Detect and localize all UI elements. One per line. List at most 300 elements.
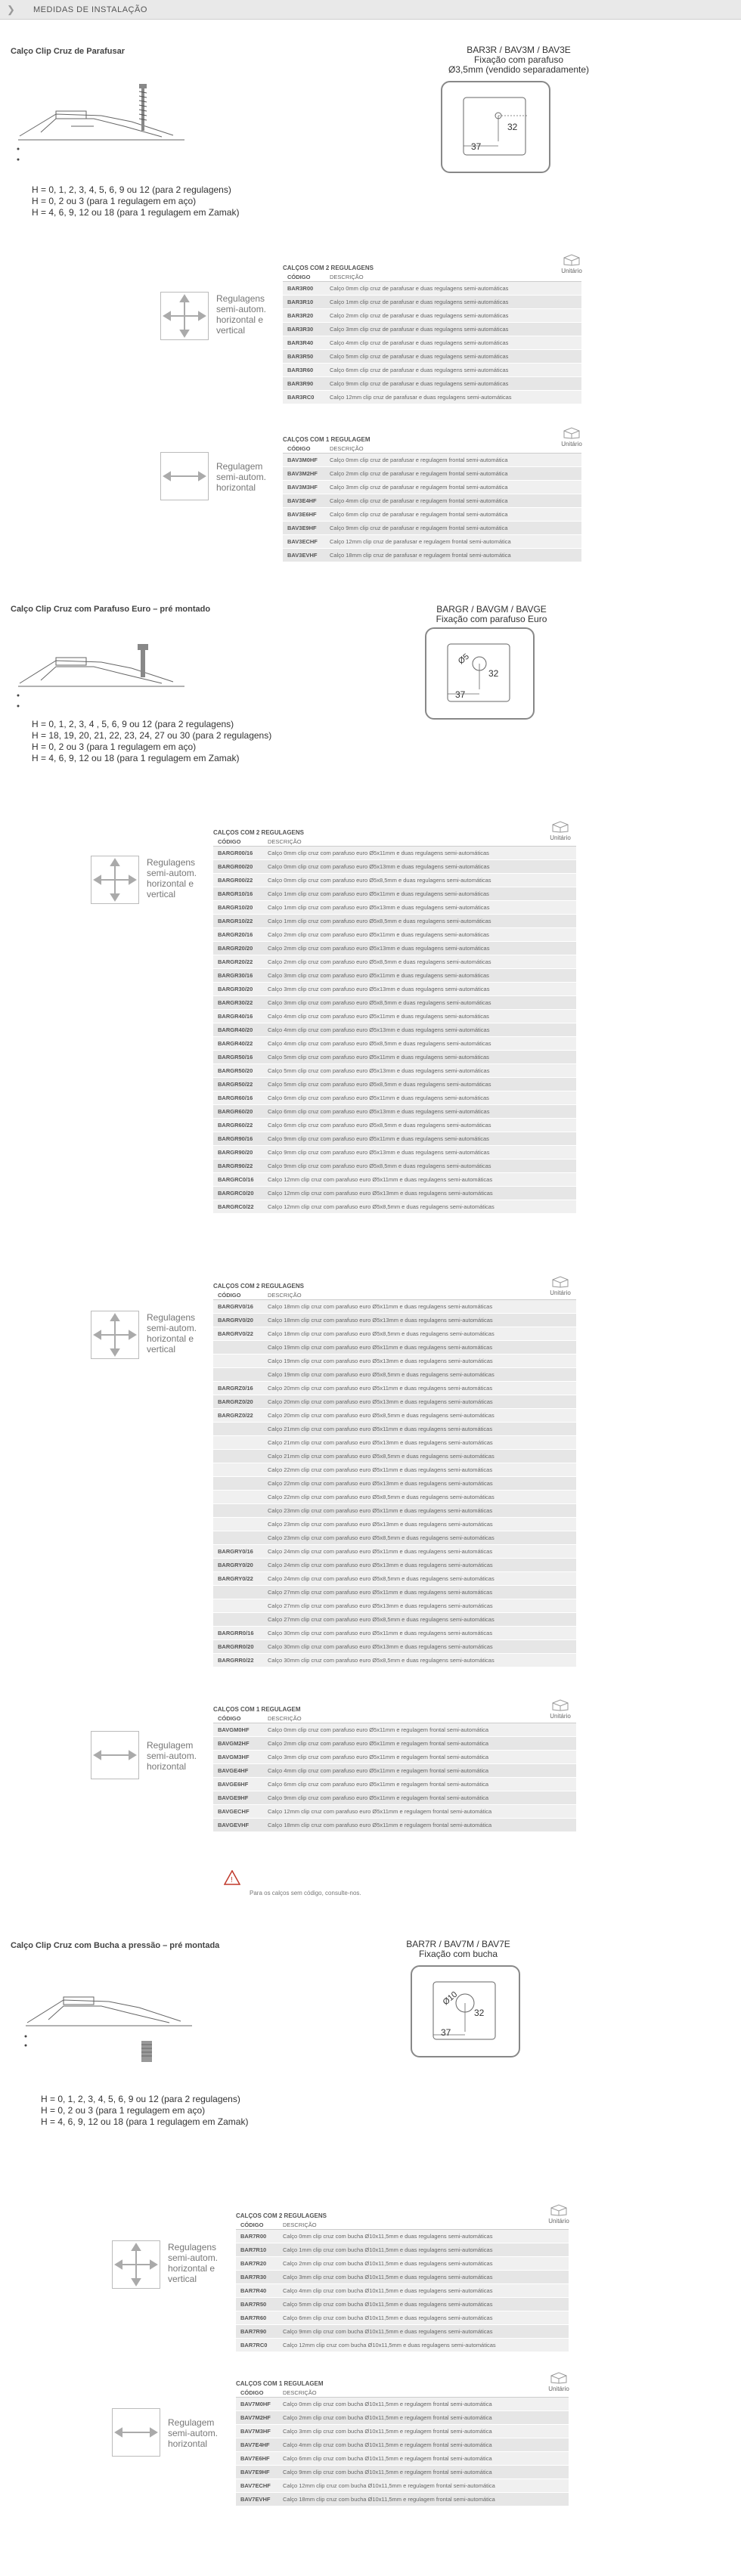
product-description: Calço 9mm clip cruz com bucha Ø10x11,5mm e duas regulagens semi-automáticas	[283, 2328, 493, 2335]
product-code: BARGR00/22	[218, 877, 253, 884]
product-code: BARGR00/20	[218, 863, 253, 870]
product-description: Calço 21mm clip cruz com parafuso euro Ø5x8,5mm e duas regulagens semi-automáticas	[268, 1453, 495, 1460]
product-code: BARGR60/16	[218, 1094, 253, 1101]
product-description: Calço 2mm clip cruz com parafuso euro Ø5x8,5mm e duas regulagens semi-automáticas	[268, 958, 491, 965]
product-code: BARGRR0/16	[218, 1630, 254, 1636]
product-description: Calço 9mm clip cruz de parafusar e duas regulagens semi-automáticas	[330, 380, 509, 387]
page-header	[0, 0, 741, 20]
product-code: BAVGM2HF	[218, 1740, 250, 1747]
product-description: Calço 4mm clip cruz com parafuso euro Ø5x11mm e duas regulagens semi-automáticas	[268, 1013, 489, 1020]
product-description: Calço 12mm clip cruz com bucha Ø10x11,5mm e regulagem frontal semi-automática	[283, 2482, 495, 2489]
product-description: Calço 1mm clip cruz de parafusar e duas regulagens semi-automáticas	[330, 299, 509, 305]
table-row	[213, 915, 576, 928]
table-title: CALÇOS COM 2 REGULAGENS	[283, 265, 374, 271]
unit-badge: Unitário	[546, 1276, 575, 1296]
table-row	[213, 1572, 576, 1586]
product-code: BAR7R40	[240, 2287, 267, 2294]
table-s1-two-adjustments	[283, 264, 581, 404]
note-text: Para os calços sem código, consulte-nos.	[250, 1890, 361, 1896]
table-row	[213, 1504, 576, 1518]
table-row	[213, 1545, 576, 1559]
table-row	[213, 1382, 576, 1395]
product-code: BARGRV0/20	[218, 1317, 253, 1324]
adjustment-label: Regulagem semi-autom. horizontal	[147, 1740, 197, 1772]
product-description: Calço 24mm clip cruz com parafuso euro Ø5x11mm e duas regulagens semi-automáticas	[268, 1548, 493, 1555]
product-description: Calço 12mm clip cruz com parafuso euro Ø5x11mm e regulagem frontal semi-automática	[268, 1808, 492, 1815]
table-s3-one-adjustment	[236, 2379, 569, 2506]
table-row	[283, 508, 581, 522]
table-row	[213, 1654, 576, 1667]
product-description: Calço 27mm clip cruz com parafuso euro Ø5x13mm e duas regulagens semi-automáticas	[268, 1602, 493, 1609]
table-row	[213, 1173, 576, 1187]
table-row	[213, 1640, 576, 1654]
box-caption: BARGR / BAVGM / BAVGE Fixação com parafuso Euro	[436, 604, 547, 624]
product-description: Calço 2mm clip cruz de parafusar e regulagem frontal semi-automática	[330, 470, 508, 477]
section-title: Calço Clip Cruz de Parafusar	[11, 47, 125, 56]
product-description: Calço 20mm clip cruz com parafuso euro Ø5x13mm e duas regulagens semi-automáticas	[268, 1398, 493, 1405]
product-code: BAR7R90	[240, 2328, 267, 2335]
product-description: Calço 6mm clip cruz com bucha Ø10x11,5mm e duas regulagens semi-automáticas	[283, 2314, 493, 2321]
product-description: Calço 0mm clip cruz de parafusar e regulagem frontal semi-automática	[330, 457, 508, 463]
product-description: Calço 22mm clip cruz com parafuso euro Ø5x8,5mm e duas regulagens semi-automáticas	[268, 1494, 495, 1500]
product-description: Calço 0mm clip cruz de parafusar e duas regulagens semi-automáticas	[330, 285, 509, 292]
product-code: BARGR40/20	[218, 1026, 253, 1033]
product-code: BAR7RC0	[240, 2342, 268, 2348]
product-description: Calço 3mm clip cruz de parafusar e regulagem frontal semi-automática	[330, 484, 508, 491]
table-row	[213, 1187, 576, 1200]
table-row	[213, 983, 576, 996]
product-description: Calço 2mm clip cruz com parafuso euro Ø5x13mm e duas regulagens semi-automáticas	[268, 945, 490, 952]
product-code: BARGR10/22	[218, 918, 253, 924]
product-code: BAR3RC0	[287, 394, 315, 401]
table-row	[213, 1341, 576, 1355]
product-description: Calço 4mm clip cruz com parafuso euro Ø5x8,5mm e duas regulagens semi-automáticas	[268, 1040, 491, 1047]
hinge-drawing-dowel	[18, 1965, 207, 2086]
product-description: Calço 6mm clip cruz com parafuso euro Ø5x11mm e regulagem frontal semi-automática	[268, 1781, 489, 1788]
product-description: Calço 18mm clip cruz com parafuso euro Ø5x8,5mm e duas regulagens semi-automáticas	[268, 1330, 495, 1337]
table-row	[213, 1627, 576, 1640]
product-code: BAV7ECHF	[240, 2482, 271, 2489]
dimension-horizontal: 37	[455, 689, 466, 700]
product-description: Calço 6mm clip cruz com parafuso euro Ø5x8,5mm e duas regulagens semi-automáticas	[268, 1122, 491, 1129]
product-code: BARGR40/16	[218, 1013, 253, 1020]
table-s3-two-adjustments	[236, 2212, 569, 2352]
product-description: Calço 3mm clip cruz com parafuso euro Ø5x11mm e duas regulagens semi-automáticas	[268, 972, 489, 979]
table-row	[283, 336, 581, 350]
table-row	[283, 454, 581, 467]
two-way-arrows-icon	[91, 1311, 139, 1359]
table-row	[213, 1355, 576, 1368]
col-code: CÓDIGO	[218, 1715, 241, 1722]
table-row	[283, 549, 581, 562]
table-row	[236, 2411, 569, 2425]
table-row	[283, 309, 581, 323]
table-row	[213, 1819, 576, 1832]
product-code: BARGRZ0/16	[218, 1385, 253, 1392]
table-row	[283, 282, 581, 296]
product-description: Calço 12mm clip cruz com bucha Ø10x11,5mm e duas regulagens semi-automáticas	[283, 2342, 496, 2348]
col-code: CÓDIGO	[240, 2221, 264, 2228]
unit-badge: Unitário	[544, 2372, 573, 2392]
table-row	[236, 2284, 569, 2298]
table-row	[213, 1477, 576, 1491]
table-s1-one-adjustment	[283, 435, 581, 562]
chevron-right-icon[interactable]: ❯	[7, 4, 15, 15]
col-desc: DESCRIÇÃO	[268, 1292, 302, 1299]
table-row	[213, 1010, 576, 1023]
table-row	[283, 494, 581, 508]
product-description: Calço 22mm clip cruz com parafuso euro Ø5x11mm e duas regulagens semi-automáticas	[268, 1466, 493, 1473]
product-code	[213, 1491, 268, 1503]
dimension-vertical: 32	[507, 122, 518, 132]
table-row	[236, 2325, 569, 2339]
unit-badge: Unitário	[557, 427, 586, 447]
product-description: Calço 9mm clip cruz de parafusar e regulagem frontal semi-automática	[330, 525, 508, 531]
product-code: BARGRY0/22	[218, 1575, 253, 1582]
product-code	[213, 1423, 268, 1435]
adjustment-label: Regulagens semi-autom. horizontal e vertical	[147, 1312, 197, 1355]
dimension-diameter: Ø5	[456, 652, 471, 667]
product-code	[213, 1518, 268, 1531]
table-row	[236, 2230, 569, 2243]
table-row	[213, 942, 576, 955]
product-code: BARGR20/20	[218, 945, 253, 952]
product-description: Calço 19mm clip cruz com parafuso euro Ø5x11mm e duas regulagens semi-automáticas	[268, 1344, 493, 1351]
table-row	[236, 2479, 569, 2493]
product-code: BAR3R00	[287, 285, 314, 292]
product-code: BAV3M2HF	[287, 470, 318, 477]
adjustment-label: Regulagem semi-autom. horizontal	[168, 2417, 219, 2449]
table-title: CALÇOS COM 1 REGULAGEM	[283, 436, 370, 443]
table-row	[213, 1491, 576, 1504]
product-description: Calço 3mm clip cruz com parafuso euro Ø5x13mm e duas regulagens semi-automáticas	[268, 986, 490, 992]
product-description: Calço 1mm clip cruz com bucha Ø10x11,5mm e duas regulagens semi-automáticas	[283, 2246, 493, 2253]
section-title: Calço Clip Cruz com Bucha a pressão – pré montada	[11, 1941, 220, 1950]
table-row	[213, 1091, 576, 1105]
product-code: BARGRY0/20	[218, 1562, 253, 1568]
product-description: Calço 12mm clip cruz de parafusar e regulagem frontal semi-automática	[330, 538, 511, 545]
product-code: BAVGM0HF	[218, 1726, 250, 1733]
product-description: Calço 5mm clip cruz com parafuso euro Ø5x13mm e duas regulagens semi-automáticas	[268, 1067, 490, 1074]
product-code	[213, 1436, 268, 1449]
product-code: BARGR50/22	[218, 1081, 253, 1088]
product-description: Calço 5mm clip cruz de parafusar e duas regulagens semi-automáticas	[330, 353, 509, 360]
product-description: Calço 19mm clip cruz com parafuso euro Ø5x8,5mm e duas regulagens semi-automáticas	[268, 1371, 495, 1378]
two-way-arrows-icon	[91, 856, 139, 904]
product-description: Calço 4mm clip cruz de parafusar e duas regulagens semi-automáticas	[330, 339, 509, 346]
product-description: Calço 6mm clip cruz de parafusar e regulagem frontal semi-automática	[330, 511, 508, 518]
two-way-arrows-icon	[160, 292, 209, 340]
table-row	[213, 1037, 576, 1051]
product-description: Calço 27mm clip cruz com parafuso euro Ø5x11mm e duas regulagens semi-automáticas	[268, 1589, 493, 1596]
product-description: Calço 23mm clip cruz com parafuso euro Ø5x13mm e duas regulagens semi-automáticas	[268, 1521, 493, 1528]
product-code: BAVGEVHF	[218, 1822, 250, 1828]
dimension-horizontal: 37	[471, 141, 482, 152]
product-description: Calço 1mm clip cruz com parafuso euro Ø5x11mm e duas regulagens semi-automáticas	[268, 890, 489, 897]
product-code: BARGR20/22	[218, 958, 253, 965]
product-description: Calço 23mm clip cruz com parafuso euro Ø5x8,5mm e duas regulagens semi-automáticas	[268, 1534, 495, 1541]
product-description: Calço 9mm clip cruz com parafuso euro Ø5x11mm e duas regulagens semi-automáticas	[268, 1135, 489, 1142]
page-title: MEDIDAS DE INSTALAÇÃO	[33, 5, 147, 14]
product-code: BAR7R60	[240, 2314, 267, 2321]
table-row	[213, 1105, 576, 1119]
product-description: Calço 9mm clip cruz com parafuso euro Ø5x11mm e regulagem frontal semi-automática	[268, 1794, 489, 1801]
product-code: BAR3R90	[287, 380, 314, 387]
table-row	[213, 887, 576, 901]
box-icon	[562, 254, 581, 266]
product-description: Calço 4mm clip cruz com bucha Ø10x11,5mm e regulagem frontal semi-automática	[283, 2441, 492, 2448]
table-row	[213, 1531, 576, 1545]
product-description: Calço 2mm clip cruz com parafuso euro Ø5x11mm e duas regulagens semi-automáticas	[268, 931, 489, 938]
product-code: BAR7R30	[240, 2274, 267, 2280]
table-s2-one-adjustment	[213, 1705, 576, 1832]
product-code: BAVGE9HF	[218, 1794, 249, 1801]
product-description: Calço 30mm clip cruz com parafuso euro Ø5x11mm e duas regulagens semi-automáticas	[268, 1630, 493, 1636]
product-description: Calço 0mm clip cruz com bucha Ø10x11,5mm e duas regulagens semi-automáticas	[283, 2233, 493, 2240]
table-row	[213, 1023, 576, 1037]
product-description: Calço 5mm clip cruz com parafuso euro Ø5x8,5mm e duas regulagens semi-automáticas	[268, 1081, 491, 1088]
table-row	[213, 1423, 576, 1436]
product-code: BARGR60/20	[218, 1108, 253, 1115]
table-row	[213, 1613, 576, 1627]
product-code: BARGRR0/20	[218, 1643, 254, 1650]
table-row	[283, 323, 581, 336]
product-code: BARGR10/16	[218, 890, 253, 897]
product-description: Calço 18mm clip cruz com parafuso euro Ø5x11mm e duas regulagens semi-automáticas	[268, 1303, 493, 1310]
mounting-plate-diagram	[425, 627, 535, 720]
product-description: Calço 1mm clip cruz com parafuso euro Ø5x13mm e duas regulagens semi-automáticas	[268, 904, 490, 911]
product-description: Calço 22mm clip cruz com parafuso euro Ø5x13mm e duas regulagens semi-automáticas	[268, 1480, 493, 1487]
table-row	[236, 2298, 569, 2311]
product-description: Calço 27mm clip cruz com parafuso euro Ø5x8,5mm e duas regulagens semi-automáticas	[268, 1616, 495, 1623]
table-row	[283, 364, 581, 377]
table-title: CALÇOS COM 1 REGULAGEM	[236, 2380, 324, 2387]
product-code: BARGRZ0/20	[218, 1398, 253, 1405]
table-row	[213, 1409, 576, 1423]
one-way-arrows-icon	[160, 452, 209, 500]
product-description: Calço 0mm clip cruz com parafuso euro Ø5x11mm e duas regulagens semi-automáticas	[268, 850, 489, 856]
table-row	[283, 535, 581, 549]
table-row	[213, 1586, 576, 1599]
col-desc: DESCRIÇÃO	[330, 445, 364, 452]
product-code: BAR7R50	[240, 2301, 267, 2308]
mounting-plate-diagram	[411, 1965, 520, 2057]
table-row	[213, 1723, 576, 1737]
product-code: BAV3E4HF	[287, 497, 317, 504]
product-code: BAV7E9HF	[240, 2469, 270, 2475]
product-code: BARGR10/20	[218, 904, 253, 911]
product-description: Calço 24mm clip cruz com parafuso euro Ø5x13mm e duas regulagens semi-automáticas	[268, 1562, 493, 1568]
product-code: BAV7EVHF	[240, 2496, 271, 2503]
hinge-drawing-screw	[11, 64, 200, 170]
product-code: BAR3R30	[287, 326, 314, 333]
one-way-arrows-icon	[91, 1731, 139, 1779]
product-code: BAV7M2HF	[240, 2414, 271, 2421]
product-code: BARGRR0/22	[218, 1657, 254, 1664]
product-description: Calço 4mm clip cruz de parafusar e regulagem frontal semi-automática	[330, 497, 508, 504]
one-way-arrows-icon	[112, 2408, 160, 2457]
table-row	[236, 2425, 569, 2438]
table-row	[213, 1146, 576, 1160]
product-code	[213, 1450, 268, 1463]
product-code: BAV7E6HF	[240, 2455, 270, 2462]
product-code: BAR3R10	[287, 299, 314, 305]
product-code: BAV3M0HF	[287, 457, 318, 463]
product-code: BARGR40/22	[218, 1040, 253, 1047]
product-description: Calço 6mm clip cruz com parafuso euro Ø5x13mm e duas regulagens semi-automáticas	[268, 1108, 490, 1115]
unit-badge: Unitário	[546, 1699, 575, 1720]
warning-icon	[224, 1870, 240, 1889]
table-row	[213, 1119, 576, 1132]
product-description: Calço 1mm clip cruz com parafuso euro Ø5x8,5mm e duas regulagens semi-automáticas	[268, 918, 491, 924]
product-code: BARGR60/22	[218, 1122, 253, 1129]
product-code: BAVGECHF	[218, 1808, 250, 1815]
product-description: Calço 0mm clip cruz com bucha Ø10x11,5mm e regulagem frontal semi-automática	[283, 2401, 492, 2407]
adjustment-label: Regulagem semi-autom. horizontal	[216, 461, 267, 493]
product-code	[213, 1504, 268, 1517]
product-description: Calço 9mm clip cruz com parafuso euro Ø5x8,5mm e duas regulagens semi-automáticas	[268, 1163, 491, 1169]
product-code: BAV7E4HF	[240, 2441, 270, 2448]
product-code	[213, 1368, 268, 1381]
product-description: Calço 0mm clip cruz com parafuso euro Ø5x8,5mm e duas regulagens semi-automáticas	[268, 877, 491, 884]
col-desc: DESCRIÇÃO	[330, 274, 364, 280]
table-row	[213, 1778, 576, 1791]
product-code: BAR3R40	[287, 339, 314, 346]
product-description: Calço 18mm clip cruz com parafuso euro Ø5x13mm e duas regulagens semi-automáticas	[268, 1317, 493, 1324]
product-description: Calço 19mm clip cruz com parafuso euro Ø5x13mm e duas regulagens semi-automáticas	[268, 1358, 493, 1364]
table-row	[283, 377, 581, 391]
dimension-diameter: Ø10	[441, 1989, 460, 2008]
table-row	[236, 2398, 569, 2411]
h-values: H = 0, 1, 2, 3, 4, 5, 6, 9 ou 12 (para 2 regulagens) H = 0, 2 ou 3 (para 1 regulagem em aço) H = 4, 6, 9, 12 ou 18 (para 1 regulagem em Zamak)	[32, 184, 240, 218]
product-description: Calço 0mm clip cruz com parafuso euro Ø5x13mm e duas regulagens semi-automáticas	[268, 863, 490, 870]
product-description: Calço 6mm clip cruz com bucha Ø10x11,5mm e regulagem frontal semi-automática	[283, 2455, 492, 2462]
product-code: BARGRZ0/22	[218, 1412, 253, 1419]
product-code: BARGR90/20	[218, 1149, 253, 1156]
unit-badge: Unitário	[557, 254, 586, 274]
table-row	[236, 2466, 569, 2479]
product-code: BAVGE6HF	[218, 1781, 249, 1788]
product-code: BARGRC0/16	[218, 1176, 254, 1183]
product-description: Calço 6mm clip cruz com parafuso euro Ø5x11mm e duas regulagens semi-automáticas	[268, 1094, 489, 1101]
product-code: BARGRC0/22	[218, 1203, 254, 1210]
product-code: BAR3R20	[287, 312, 314, 319]
mounting-plate-diagram	[441, 81, 550, 173]
table-row	[283, 391, 581, 404]
table-row	[236, 2243, 569, 2257]
product-code: BAV3ECHF	[287, 538, 318, 545]
box-caption: BAR3R / BAV3M / BAV3E Fixação com parafuso Ø3,5mm (vendido separadamente)	[448, 45, 590, 75]
product-description: Calço 24mm clip cruz com parafuso euro Ø5x8,5mm e duas regulagens semi-automáticas	[268, 1575, 495, 1582]
col-desc: DESCRIÇÃO	[268, 838, 302, 845]
col-code: CÓDIGO	[287, 445, 311, 452]
table-title: CALÇOS COM 2 REGULAGENS	[213, 829, 305, 836]
product-code: BAV7M0HF	[240, 2401, 271, 2407]
product-code: BAR3R50	[287, 353, 314, 360]
product-code	[213, 1355, 268, 1367]
col-code: CÓDIGO	[218, 1292, 241, 1299]
h-values: H = 0, 1, 2, 3, 4 , 5, 6, 9 ou 12 (para 2 regulagens) H = 18, 19, 20, 21, 22, 23, 24, 27 ou 30 (para 2 regulagens) H = 0, 2 ou 3 (para 1 regulagem em aço) H = 4, 6, 9, 12 ou 18 (para 1 regulagem em Zamak)	[32, 719, 272, 763]
table-row	[213, 1314, 576, 1327]
col-desc: DESCRIÇÃO	[283, 2389, 317, 2396]
table-row	[213, 1132, 576, 1146]
table-title: CALÇOS COM 2 REGULAGENS	[236, 2212, 327, 2219]
product-description: Calço 12mm clip cruz com parafuso euro Ø5x11mm e duas regulagens semi-automáticas	[268, 1176, 493, 1183]
product-description: Calço 3mm clip cruz com bucha Ø10x11,5mm e duas regulagens semi-automáticas	[283, 2274, 493, 2280]
product-description: Calço 20mm clip cruz com parafuso euro Ø5x11mm e duas regulagens semi-automáticas	[268, 1385, 493, 1392]
table-row	[213, 996, 576, 1010]
product-description: Calço 23mm clip cruz com parafuso euro Ø5x11mm e duas regulagens semi-automáticas	[268, 1507, 493, 1514]
col-code: CÓDIGO	[287, 274, 311, 280]
hinge-drawing-euro	[11, 620, 200, 714]
table-title: CALÇOS COM 1 REGULAGEM	[213, 1706, 301, 1713]
table-row	[213, 847, 576, 860]
adjustment-label: Regulagens semi-autom. horizontal e vertical	[216, 293, 267, 336]
table-row	[213, 955, 576, 969]
table-row	[213, 1051, 576, 1064]
product-code: BARGRC0/20	[218, 1190, 254, 1197]
product-code	[213, 1531, 268, 1544]
table-row	[213, 901, 576, 915]
product-description: Calço 20mm clip cruz com parafuso euro Ø5x8,5mm e duas regulagens semi-automáticas	[268, 1412, 495, 1419]
table-row	[213, 1395, 576, 1409]
table-row	[213, 1200, 576, 1214]
product-description: Calço 3mm clip cruz com bucha Ø10x11,5mm e regulagem frontal semi-automática	[283, 2428, 492, 2435]
product-description: Calço 0mm clip cruz com parafuso euro Ø5x11mm e regulagem frontal semi-automática	[268, 1726, 489, 1733]
product-description: Calço 30mm clip cruz com parafuso euro Ø5x8,5mm e duas regulagens semi-automáticas	[268, 1657, 495, 1664]
table-title: CALÇOS COM 2 REGULAGENS	[213, 1283, 305, 1290]
product-description: Calço 5mm clip cruz com bucha Ø10x11,5mm e duas regulagens semi-automáticas	[283, 2301, 493, 2308]
table-row	[213, 874, 576, 887]
unit-badge: Unitário	[546, 821, 575, 841]
product-description: Calço 4mm clip cruz com parafuso euro Ø5x13mm e duas regulagens semi-automáticas	[268, 1026, 490, 1033]
product-description: Calço 21mm clip cruz com parafuso euro Ø5x11mm e duas regulagens semi-automáticas	[268, 1426, 493, 1432]
product-code: BAV7M3HF	[240, 2428, 271, 2435]
table-row	[213, 1300, 576, 1314]
product-description: Calço 6mm clip cruz de parafusar e duas regulagens semi-automáticas	[330, 367, 509, 373]
table-row	[213, 1751, 576, 1764]
product-code: BAR7R00	[240, 2233, 267, 2240]
product-code: BARGR00/16	[218, 850, 253, 856]
table-row	[213, 1078, 576, 1091]
product-code	[213, 1463, 268, 1476]
product-code: BAVGM3HF	[218, 1754, 250, 1760]
product-code: BAV3M3HF	[287, 484, 318, 491]
svg-text:!: !	[231, 1876, 233, 1884]
table-row	[213, 969, 576, 983]
product-description: Calço 3mm clip cruz com parafuso euro Ø5x11mm e regulagem frontal semi-automática	[268, 1754, 489, 1760]
product-code: BAR7R10	[240, 2246, 267, 2253]
product-description: Calço 2mm clip cruz com bucha Ø10x11,5mm e duas regulagens semi-automáticas	[283, 2260, 493, 2267]
table-row	[213, 1064, 576, 1078]
table-row	[213, 1463, 576, 1477]
col-code: CÓDIGO	[240, 2389, 264, 2396]
table-row	[236, 2438, 569, 2452]
table-s2-two-adjustments-b	[213, 1282, 576, 1667]
table-row	[213, 1764, 576, 1778]
product-code	[213, 1586, 268, 1599]
dimension-vertical: 32	[474, 2008, 485, 2018]
product-code: BAV3E9HF	[287, 525, 317, 531]
table-row	[283, 296, 581, 309]
table-row	[213, 928, 576, 942]
product-code: BAVGE4HF	[218, 1767, 249, 1774]
table-row	[213, 1805, 576, 1819]
table-row	[213, 1599, 576, 1613]
table-row	[236, 2339, 569, 2352]
product-code: BAR3R60	[287, 367, 314, 373]
product-code: BARGR30/16	[218, 972, 253, 979]
